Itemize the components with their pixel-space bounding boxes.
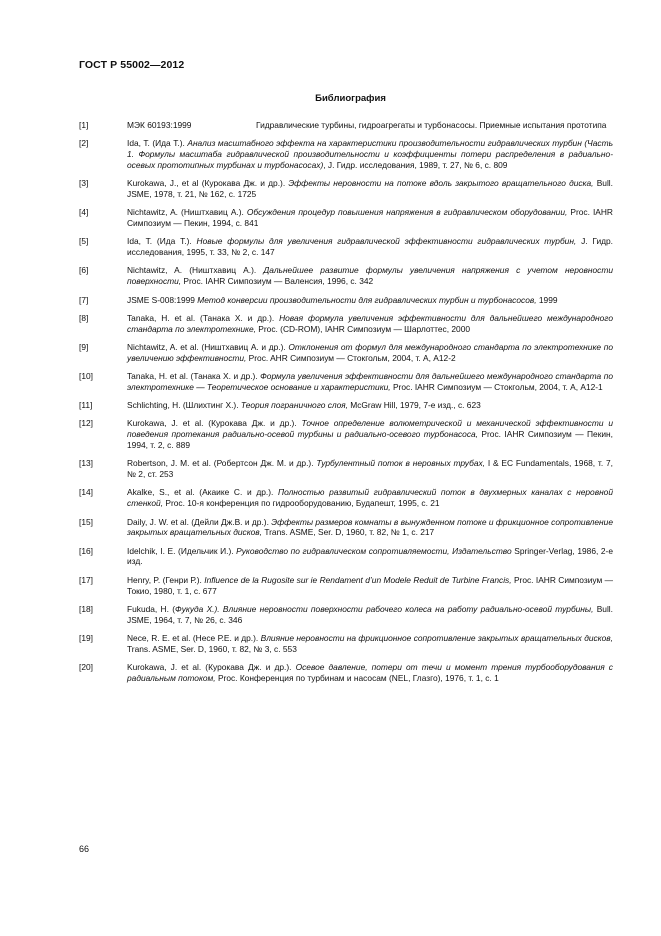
reference-item bbox=[79, 575, 613, 597]
reference-title: Эффекты размеров комнаты в вынужденном потоке и фрикционное сопротивление закрытых вращательных дисков, bbox=[127, 516, 613, 538]
reference-title: Новая формула увеличения эффективности для дальнейшего международного стандарта по электротехнике, bbox=[127, 312, 613, 334]
reference-source: Proc. IAHR Симпозиум — Стокгольм, 2004, т. А, А12-1 bbox=[390, 381, 603, 392]
reference-list bbox=[79, 120, 613, 691]
reference-source: McGraw Hill, 1979, 7-е изд., с. 623 bbox=[347, 400, 481, 411]
reference-number: [5] bbox=[79, 236, 89, 247]
reference-title: Обсуждения процедур повышения напряжения в гидравлическом оборудовании, bbox=[246, 207, 568, 218]
reference-source: Proc. (CD-ROM), IAHR Симпозиум — Шарлоттес, 2000 bbox=[255, 323, 471, 334]
reference-authors: Schlichting, H. (Шлихтинг Х.). bbox=[127, 400, 241, 411]
reference-source: Proc. IAHR Симпозиум — Пекин, 1994, с. 841 bbox=[127, 207, 613, 229]
reference-number: [19] bbox=[79, 632, 93, 643]
reference-item bbox=[79, 295, 613, 306]
reference-authors: Robertson, J. M. et al. (Робертсон Дж. М. и др.). bbox=[127, 458, 317, 469]
reference-source: Proc. IAHR Симпозиум — Валенсия, 1996, с. 342 bbox=[181, 276, 374, 287]
reference-source: Proc. Конференция по турбинам и насосам (NEL, Глазго), 1976, т. 1, с. 1 bbox=[215, 672, 499, 683]
reference-number: [18] bbox=[79, 603, 93, 614]
reference-item bbox=[79, 604, 613, 626]
reference-number: [11] bbox=[79, 400, 93, 411]
reference-authors: Daily, J. W. et al. (Дейли Дж.В. и др.). bbox=[127, 516, 272, 527]
reference-number: [1] bbox=[79, 120, 89, 130]
reference-number: [14] bbox=[79, 487, 93, 498]
reference-title: Influence de la Rugosite sur ie Rendament d’un Modele Reduit de Turbine Francis, bbox=[204, 574, 512, 585]
reference-item bbox=[79, 236, 613, 258]
reference-authors: Nichtawitz, A. (Ништхавиц А.). bbox=[127, 265, 264, 276]
reference-authors: Nece, R. E. et al. (Несе Р.Е. и др.). bbox=[127, 632, 261, 643]
reference-item bbox=[79, 207, 613, 229]
reference-item bbox=[79, 342, 613, 364]
reference-number: [2] bbox=[79, 138, 89, 149]
reference-item bbox=[79, 633, 613, 655]
reference-item bbox=[79, 120, 613, 131]
reference-source: Bull. JSME, 1964, т. 7, № 26, с. 346 bbox=[127, 603, 613, 625]
reference-title: Полностью развитый гидравлический поток в двухмерных каналах с неровной стенкой, bbox=[127, 487, 614, 509]
reference-source: Trans. ASME, Ser. D, 1960, т. 82, № 1, с. 217 bbox=[262, 527, 435, 538]
reference-source: 1999 bbox=[536, 294, 558, 305]
reference-source: Bull. JSME, 1978, т. 21, № 162, с. 1725 bbox=[127, 178, 613, 199]
reference-title: Осевое давление, потери от течи и момент трения турбооборудования с радиальным потоком, bbox=[127, 661, 613, 683]
reference-title: Точное определение волюметрической и механической эффективности и поведения протекания радиально-осевой турбины и радиально-осевого турбонасоса, bbox=[127, 418, 614, 440]
reference-authors: Henry, P. (Генри Р.). bbox=[127, 574, 205, 585]
reference-description: Гидравлические турбины, гидроагрегаты и турбонасосы. Приемные испытания прототипа bbox=[256, 120, 607, 130]
reference-item bbox=[79, 138, 613, 170]
reference-authors: Idelchik, I. E. (Идельчик И.). bbox=[127, 545, 237, 556]
reference-item bbox=[79, 178, 613, 200]
reference-item bbox=[79, 458, 613, 480]
reference-authors: Fukuda, H. ( bbox=[127, 603, 176, 614]
reference-number: [6] bbox=[79, 265, 89, 276]
reference-item bbox=[79, 546, 613, 568]
reference-authors: Tanaka, H. et al. (Танака Х. и др.). bbox=[127, 312, 280, 323]
bibliography-title: Библиография bbox=[315, 93, 386, 104]
reference-authors: Kurokawa, J. et al. (Курокава Дж. и др.). bbox=[127, 418, 302, 429]
reference-number: [20] bbox=[79, 661, 93, 672]
reference-authors: Ida, T. (Ида Т.). bbox=[127, 236, 197, 247]
reference-title: Анализ масштабного эффекта на характеристики производительности гидравлических турбин (Часть 1. Формулы масштаба гидравлической производительности и коэффициенты потери распределения в радиально-осевых прототипных турбинах и турбонасосах) bbox=[127, 138, 613, 170]
reference-source: Trans. ASME, Ser. D, 1960, т. 82, № 3, с. 553 bbox=[127, 643, 297, 654]
reference-source: Proc. 10-я конференция по гидрооборудованию, Будапешт, 1995, с. 21 bbox=[163, 498, 440, 509]
reference-authors: Kurokawa, J. et al. (Курокава Дж. и др.). bbox=[127, 661, 296, 672]
reference-source: Springer-Verlag, 1986, 2-е изд. bbox=[127, 545, 613, 567]
document-header: ГОСТ Р 55002—2012 bbox=[79, 59, 185, 71]
reference-title: Турбулентный поток в неровных трубах, bbox=[316, 458, 485, 469]
page-number: 66 bbox=[79, 844, 90, 854]
reference-item bbox=[79, 517, 613, 539]
reference-item bbox=[79, 265, 613, 287]
reference-authors: Akalke, S., et al. (Акаике С. и др.). bbox=[127, 487, 279, 498]
reference-source: I & EC Fundamentals, 1968, т. 7, № 2, ст. 253 bbox=[127, 458, 613, 480]
reference-source: J. Гидр. исследования, 1995, т. 33, № 2, с. 147 bbox=[127, 236, 613, 258]
reference-title: Теория пограничного слоя, bbox=[240, 400, 348, 411]
reference-item bbox=[79, 371, 613, 393]
reference-title: Дальнейшее развитие формулы увеличения напряжения с учетом неровности поверхности, bbox=[127, 265, 613, 287]
reference-number: [13] bbox=[79, 458, 93, 469]
reference-title: Влияние неровности на фрикционное сопротивление закрытых вращательных дисков, bbox=[260, 632, 613, 643]
reference-title: Новые формулы для увеличения гидравлической эффективности гидравлических турбин, bbox=[196, 236, 577, 247]
reference-number: [4] bbox=[79, 207, 89, 218]
reference-authors: Nichtawitz, A. et al. (Ништхавиц А. и др.). bbox=[127, 341, 289, 352]
reference-number: [8] bbox=[79, 312, 89, 323]
reference-authors: Ida, T. (Ида Т.). bbox=[127, 138, 188, 149]
reference-number: [7] bbox=[79, 294, 89, 305]
reference-number: [17] bbox=[79, 574, 93, 585]
reference-item bbox=[79, 662, 613, 684]
reference-number: [16] bbox=[79, 545, 93, 556]
reference-authors: JSME S-008:1999 bbox=[127, 294, 198, 305]
reference-title: Формула увеличения эффективности для дальнейшего международного стандарта по электротехнике — Теоретическое основание и характеристики, bbox=[127, 371, 613, 392]
reference-number: [15] bbox=[79, 516, 93, 527]
reference-title: Эффекты неровности на потоке вдоль закрытого вращательного диска, bbox=[288, 178, 594, 189]
reference-item bbox=[79, 487, 613, 509]
reference-source: Proc. IAHR Симпозиум — Токио, 1980, т. 1, с. 677 bbox=[127, 574, 613, 596]
reference-item bbox=[79, 418, 613, 450]
reference-authors: Kurokawa, J., et al (Курокава Дж. и др.). bbox=[127, 178, 289, 189]
reference-title: Метод конверсии производительности для гидравлических турбин и турбонасосов, bbox=[197, 294, 537, 305]
reference-item bbox=[79, 400, 613, 411]
reference-number: [9] bbox=[79, 341, 89, 352]
reference-source: Proc. IAHR Симпозиум — Пекин, 1994, т. 2, с. 889 bbox=[127, 429, 613, 451]
reference-authors: Nichtawitz, A. (Ништхавиц А.). bbox=[127, 207, 247, 218]
reference-title: Фукуда Х.). Влияние неровности поверхности рабочего колеса на работу радиально-осевой турбины, bbox=[175, 603, 594, 614]
reference-source: , J. Гидр. исследования, 1989, т. 27, № 6, с. 809 bbox=[323, 159, 508, 170]
reference-number: [12] bbox=[79, 418, 93, 429]
reference-item bbox=[79, 313, 613, 335]
reference-number: [3] bbox=[79, 178, 89, 189]
reference-standard: МЭК 60193:1999 bbox=[127, 120, 192, 130]
reference-title: Отклонения от формул для международного стандарта по электротехнике по увеличению эффективности, bbox=[127, 341, 613, 363]
reference-authors: Tanaka, H. et al. (Танака Х. и др.). bbox=[127, 371, 261, 382]
reference-title: Руководство по гидравлическом сопротивляемости, Издательство bbox=[236, 545, 512, 556]
reference-number: [10] bbox=[79, 371, 93, 382]
reference-source: Proc. AHR Симпозиум — Стокгольм, 2004, т. А, А12-2 bbox=[246, 352, 456, 363]
